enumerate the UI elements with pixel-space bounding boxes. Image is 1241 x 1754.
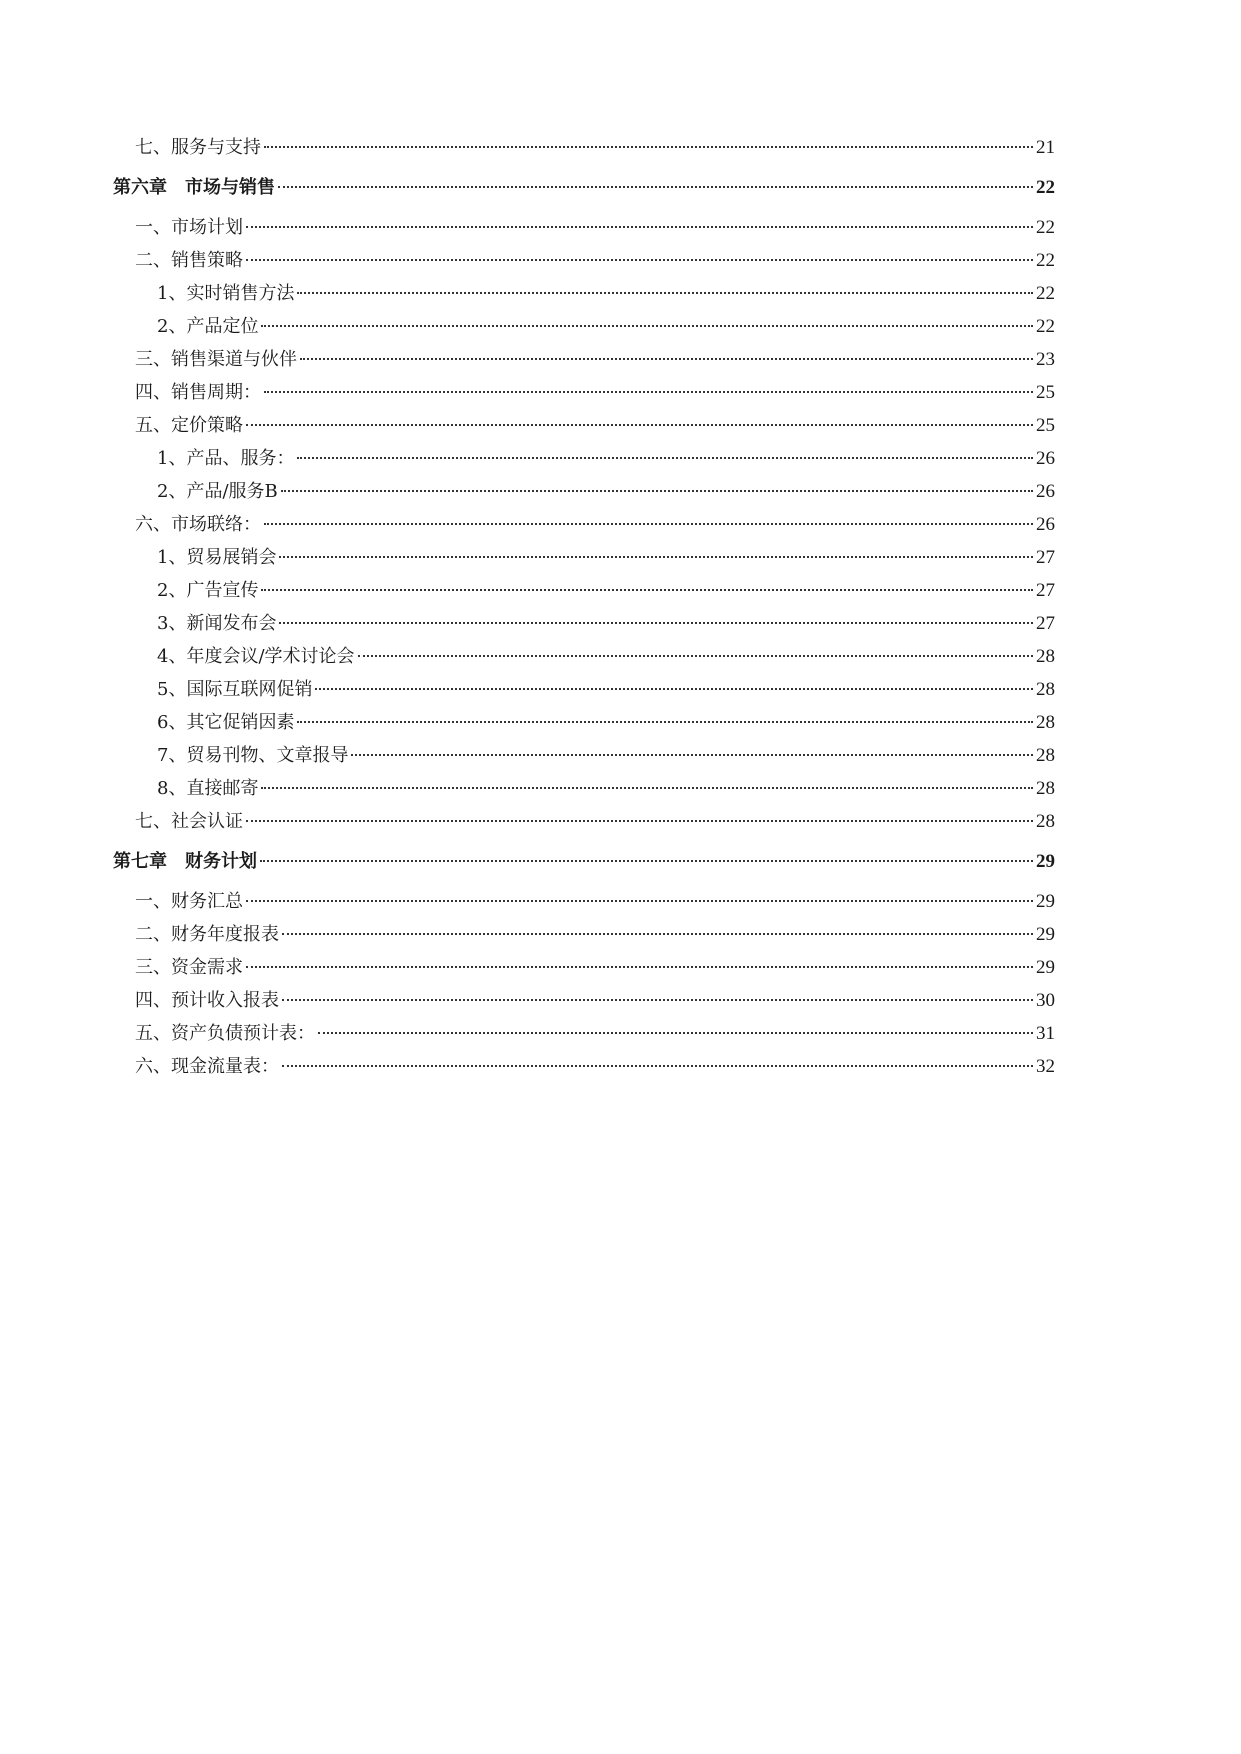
toc-entry-title: 1、实时销售方法 [157,283,295,304]
toc-entry-title: 第七章 财务计划 [113,851,257,872]
toc-entry-title: 2、产品/服务B [157,481,278,502]
toc-entry-page-number: 29 [1036,957,1055,978]
dot-leader [297,292,1033,294]
toc-entry-page-number: 23 [1036,349,1055,370]
toc-entry-page-number: 22 [1036,283,1055,304]
toc-entry-page-number: 22 [1036,217,1055,238]
dot-leader [318,1032,1033,1034]
toc-entry-title: 二、销售策略 [135,250,243,271]
toc-entry-title: 六、现金流量表： [135,1056,279,1077]
toc-entry-page-number: 25 [1036,415,1055,436]
toc-entry-page-number: 31 [1036,1023,1055,1044]
toc-chapter-entry[interactable] [113,165,1055,210]
dot-leader [281,490,1033,492]
table-of-contents [113,131,1055,1083]
toc-entry-page-number: 28 [1036,811,1055,832]
toc-entry[interactable] [113,772,1055,805]
toc-entry[interactable] [113,310,1055,343]
dot-leader [264,146,1033,148]
dot-leader [282,999,1033,1001]
dot-leader [300,358,1033,360]
toc-entry[interactable] [113,1050,1055,1083]
toc-entry-title: 2、产品定位 [157,316,259,337]
toc-entry[interactable] [113,984,1055,1017]
dot-leader [297,721,1033,723]
toc-entry-title: 3、新闻发布会 [157,613,277,634]
toc-entry[interactable] [113,244,1055,277]
toc-entry-page-number: 28 [1036,646,1055,667]
dot-leader [282,933,1033,935]
toc-entry[interactable] [113,343,1055,376]
toc-entry-page-number: 28 [1036,745,1055,766]
toc-entry[interactable] [113,211,1055,244]
toc-entry-page-number: 28 [1036,679,1055,700]
toc-entry[interactable] [113,409,1055,442]
toc-entry-title: 二、财务年度报表 [135,924,279,945]
dot-leader [260,860,1033,862]
toc-entry-title: 5、国际互联网促销 [157,679,313,700]
toc-entry[interactable] [113,442,1055,475]
toc-entry-page-number: 28 [1036,712,1055,733]
toc-entry[interactable] [113,475,1055,508]
toc-entry-title: 4、年度会议/学术讨论会 [157,646,355,667]
toc-entry-title: 7、贸易刊物、文章报导 [157,745,349,766]
dot-leader [246,226,1033,228]
toc-entry[interactable] [113,607,1055,640]
toc-entry-page-number: 29 [1036,851,1055,872]
toc-entry[interactable] [113,277,1055,310]
toc-entry[interactable] [113,951,1055,984]
dot-leader [261,325,1033,327]
toc-entry[interactable] [113,739,1055,772]
toc-entry-title: 一、市场计划 [135,217,243,238]
toc-entry-title: 2、广告宣传 [157,580,259,601]
toc-entry-page-number: 29 [1036,891,1055,912]
toc-entry-page-number: 26 [1036,448,1055,469]
toc-entry-title: 6、其它促销因素 [157,712,295,733]
toc-entry-title: 五、资产负债预计表： [135,1023,315,1044]
toc-entry-title: 1、贸易展销会 [157,547,277,568]
dot-leader [246,900,1033,902]
toc-entry-page-number: 26 [1036,514,1055,535]
dot-leader [264,391,1033,393]
toc-entry[interactable] [113,508,1055,541]
toc-entry[interactable] [113,541,1055,574]
dot-leader [246,424,1033,426]
dot-leader [261,787,1033,789]
toc-entry-page-number: 32 [1036,1056,1055,1077]
toc-entry-page-number: 29 [1036,924,1055,945]
toc-entry-title: 一、财务汇总 [135,891,243,912]
toc-entry[interactable] [113,376,1055,409]
toc-entry[interactable] [113,918,1055,951]
toc-entry-title: 1、产品、服务： [157,448,295,469]
dot-leader [246,966,1033,968]
toc-entry-title: 三、资金需求 [135,957,243,978]
toc-chapter-entry[interactable] [113,839,1055,884]
dot-leader [246,259,1033,261]
toc-entry[interactable] [113,805,1055,838]
toc-entry-page-number: 22 [1036,177,1055,198]
toc-entry-page-number: 28 [1036,778,1055,799]
dot-leader [351,754,1033,756]
toc-entry-title: 七、社会认证 [135,811,243,832]
dot-leader [315,688,1033,690]
dot-leader [264,523,1033,525]
toc-entry[interactable] [113,640,1055,673]
toc-entry-page-number: 27 [1036,613,1055,634]
dot-leader [246,820,1033,822]
toc-entry-page-number: 27 [1036,580,1055,601]
toc-entry-title: 六、市场联络： [135,514,261,535]
toc-entry-page-number: 22 [1036,316,1055,337]
toc-entry[interactable] [113,131,1055,164]
toc-entry[interactable] [113,1017,1055,1050]
dot-leader [282,1065,1033,1067]
dot-leader [261,589,1033,591]
toc-entry-title: 四、预计收入报表 [135,990,279,1011]
toc-entry-page-number: 22 [1036,250,1055,271]
toc-entry-page-number: 26 [1036,481,1055,502]
toc-entry-title: 七、服务与支持 [135,137,261,158]
toc-entry-page-number: 21 [1036,137,1055,158]
toc-entry[interactable] [113,673,1055,706]
dot-leader [358,655,1033,657]
toc-entry[interactable] [113,706,1055,739]
toc-entry-page-number: 30 [1036,990,1055,1011]
dot-leader [278,186,1033,188]
toc-entry-title: 8、直接邮寄 [157,778,259,799]
toc-entry-title: 四、销售周期： [135,382,261,403]
toc-entry-title: 三、销售渠道与伙伴 [135,349,297,370]
toc-entry-page-number: 25 [1036,382,1055,403]
dot-leader [279,556,1033,558]
dot-leader [279,622,1033,624]
dot-leader [297,457,1033,459]
toc-entry-title: 五、定价策略 [135,415,243,436]
toc-entry-title: 第六章 市场与销售 [113,177,275,198]
toc-entry-page-number: 27 [1036,547,1055,568]
toc-entry[interactable] [113,574,1055,607]
toc-entry[interactable] [113,885,1055,918]
